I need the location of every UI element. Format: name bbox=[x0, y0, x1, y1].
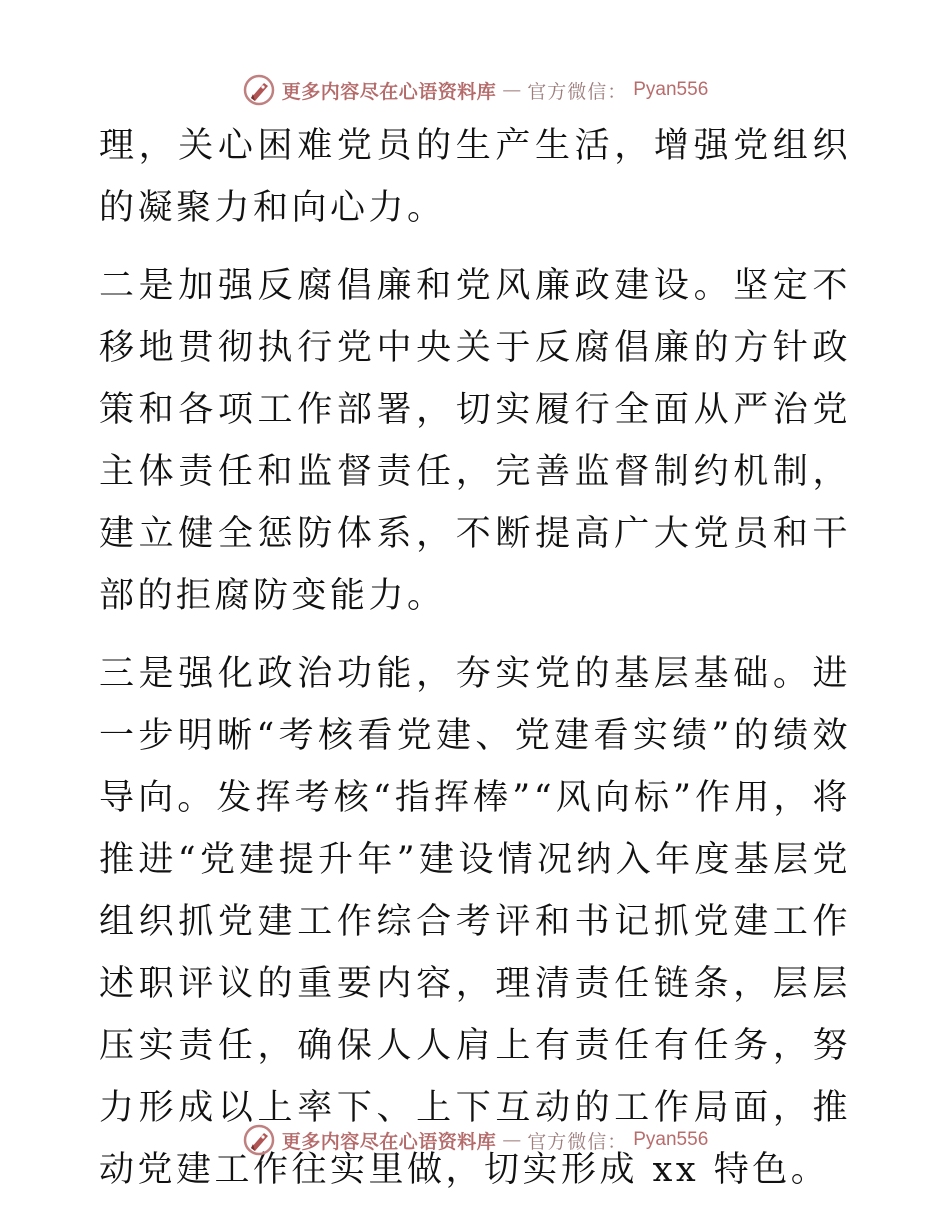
paragraph-political-function: 三是强化政治功能，夯实党的基层基础。进一步明晰“考核看党建、党建看实绩”的绩效导向。发挥考核“指挥棒”“风向标”作用，将推进“党建提升年”建设情况纳入年度基层党组织抓党建工作综合考评和书记抓党建工作述职评议的重要内容，理清责任链条，层层压实责任，确保人人肩上有责任有任务，努力形成以上率下、上下互动的工作局面，推动党建工作往实里做，切实形成 xx 特色。 bbox=[99, 654, 851, 1190]
watermark-wechat-label: 官方微信： bbox=[527, 1130, 628, 1153]
document-body bbox=[99, 115, 851, 1201]
watermark-site-text: 更多内容尽在心语资料库 bbox=[281, 80, 497, 103]
pen-nib-logo-icon bbox=[242, 73, 276, 107]
watermark-site-text: 更多内容尽在心语资料库 bbox=[281, 1130, 497, 1153]
watermark-separator: — bbox=[502, 1129, 522, 1151]
watermark-separator: — bbox=[502, 79, 522, 101]
footer-watermark bbox=[0, 1120, 950, 1160]
watermark-wechat-label: 官方微信： bbox=[527, 80, 628, 103]
watermark-wechat-id: Pyan556 bbox=[633, 1129, 709, 1150]
pen-nib-logo-icon bbox=[242, 1123, 276, 1157]
paragraph-anticorruption: 二是加强反腐倡廉和党风廉政建设。坚定不移地贯彻执行党中央关于反腐倡廉的方针政策和各项工作部署，切实履行全面从严治党主体责任和监督责任，完善监督制约机制，建立健全惩防体系，不断提高广大党员和干部的拒腐防变能力。 bbox=[99, 266, 851, 616]
paragraph-continuation: 理，关心困难党员的生产生活，增强党组织的凝聚力和向心力。 bbox=[99, 126, 851, 228]
header-watermark bbox=[0, 70, 950, 110]
watermark-wechat-id: Pyan556 bbox=[633, 79, 709, 100]
